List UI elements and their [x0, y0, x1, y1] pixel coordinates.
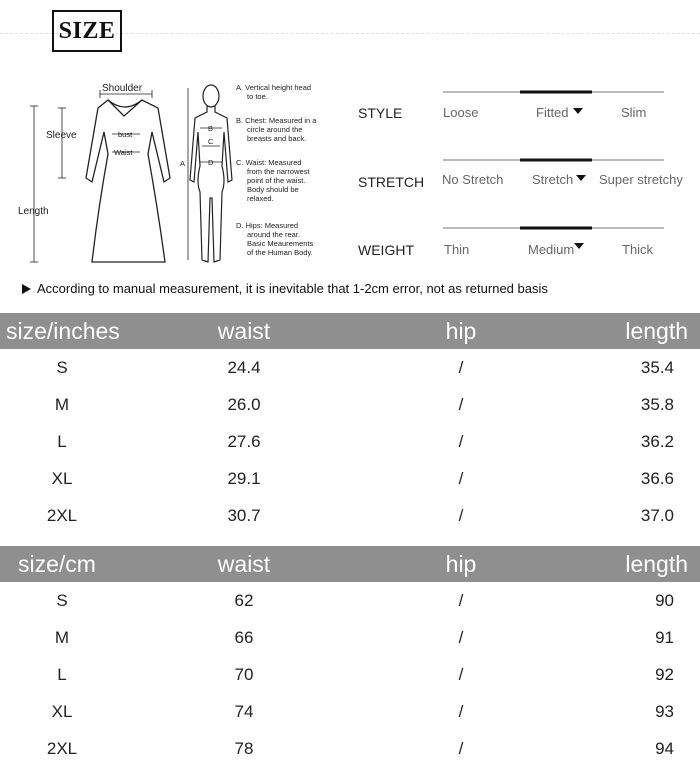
header-hip: hip	[445, 318, 477, 344]
weight-option-thin: Thin	[444, 242, 470, 257]
style-option-fitted: Fitted	[536, 105, 569, 120]
style-caret-icon	[573, 108, 583, 114]
style-scale	[358, 92, 664, 121]
weight-option-medium: Medium	[528, 242, 575, 257]
svg-text:C. Waist: Measured: C. Waist: Measured	[236, 158, 302, 167]
svg-text:Body should be: Body should be	[247, 185, 299, 194]
svg-text:D. Hips: Measured: D. Hips: Measured	[236, 221, 299, 230]
weight-label: WEIGHT	[358, 242, 414, 258]
svg-text:B. Chest: Measured in a: B. Chest: Measured in a	[236, 116, 317, 125]
svg-text:circle around the: circle around the	[247, 125, 303, 134]
size-title: SIZE	[52, 10, 122, 52]
sleeve-label: Sleeve	[46, 130, 77, 141]
shoulder-label: Shoulder	[102, 83, 143, 94]
inches-table-body	[0, 349, 700, 536]
cm-table-body	[0, 582, 700, 768]
style-label: STYLE	[358, 105, 403, 121]
svg-text:from the narrowest: from the narrowest	[247, 167, 310, 176]
body-label-a: A	[180, 159, 186, 168]
header-length: length	[625, 551, 688, 577]
table-row: XL 29.1 / 36.6	[51, 469, 674, 488]
header-waist: waist	[217, 551, 271, 577]
body-label-d: D	[208, 158, 214, 167]
length-label: Length	[18, 206, 49, 217]
stretch-caret-icon	[576, 175, 586, 181]
svg-text:to toe.: to toe.	[247, 92, 268, 101]
header-size-inches: size/inches	[6, 318, 120, 344]
stretch-scale	[358, 160, 683, 190]
table-row: 2XL 30.7 / 37.0	[46, 506, 674, 525]
measurement-diagram	[0, 70, 700, 280]
stretch-option-no-stretch: No Stretch	[442, 172, 504, 187]
play-arrow-icon	[22, 284, 31, 294]
weight-option-thick: Thick	[622, 242, 654, 257]
table-row: M 26.0 / 35.8	[54, 395, 674, 414]
measurement-notes	[236, 83, 317, 257]
stretch-option-stretch: Stretch	[532, 172, 574, 187]
header-size-cm: size/cm	[18, 551, 96, 577]
stretch-option-super-stretchy: Super stretchy	[599, 172, 683, 187]
weight-scale	[358, 228, 664, 258]
measurement-note: According to manual measurement, it is inevitable that 1-2cm error, not as returned basis	[22, 281, 548, 296]
table-row: L 27.6 / 36.2	[57, 432, 674, 451]
table-row: L 70 / 92	[57, 665, 674, 684]
svg-text:of the Human Body.: of the Human Body.	[247, 248, 313, 257]
table-row: S 62 / 90	[56, 591, 674, 610]
dress-illustration	[86, 100, 170, 262]
body-label-c: C	[208, 137, 214, 146]
header-length: length	[625, 318, 688, 344]
svg-text:around the rear.: around the rear.	[247, 230, 300, 239]
waist-label: Waist	[114, 148, 133, 157]
header-waist: waist	[217, 318, 271, 344]
bust-label: bust	[118, 130, 133, 139]
cm-table-header	[0, 546, 700, 582]
table-row: M 66 / 91	[54, 628, 674, 647]
svg-text:breasts and back.: breasts and back.	[247, 134, 307, 143]
body-illustration	[190, 85, 232, 262]
svg-text:A. Vertical height head: A. Vertical height head	[236, 83, 312, 92]
svg-text:point of the waist.: point of the waist.	[247, 176, 306, 185]
svg-text:relaxed.: relaxed.	[247, 194, 274, 203]
table-row: 2XL 78 / 94	[46, 739, 674, 758]
table-row: S 24.4 / 35.4	[56, 358, 674, 377]
style-option-slim: Slim	[621, 105, 647, 120]
weight-caret-icon	[574, 243, 584, 249]
svg-text:Basic Meaurements: Basic Meaurements	[247, 239, 314, 248]
style-option-loose: Loose	[443, 105, 479, 120]
header-hip: hip	[445, 551, 477, 577]
stretch-label: STRETCH	[358, 174, 425, 190]
inches-table-header	[0, 313, 700, 349]
body-label-b: B	[208, 124, 214, 133]
table-row: XL 74 / 93	[51, 702, 674, 721]
